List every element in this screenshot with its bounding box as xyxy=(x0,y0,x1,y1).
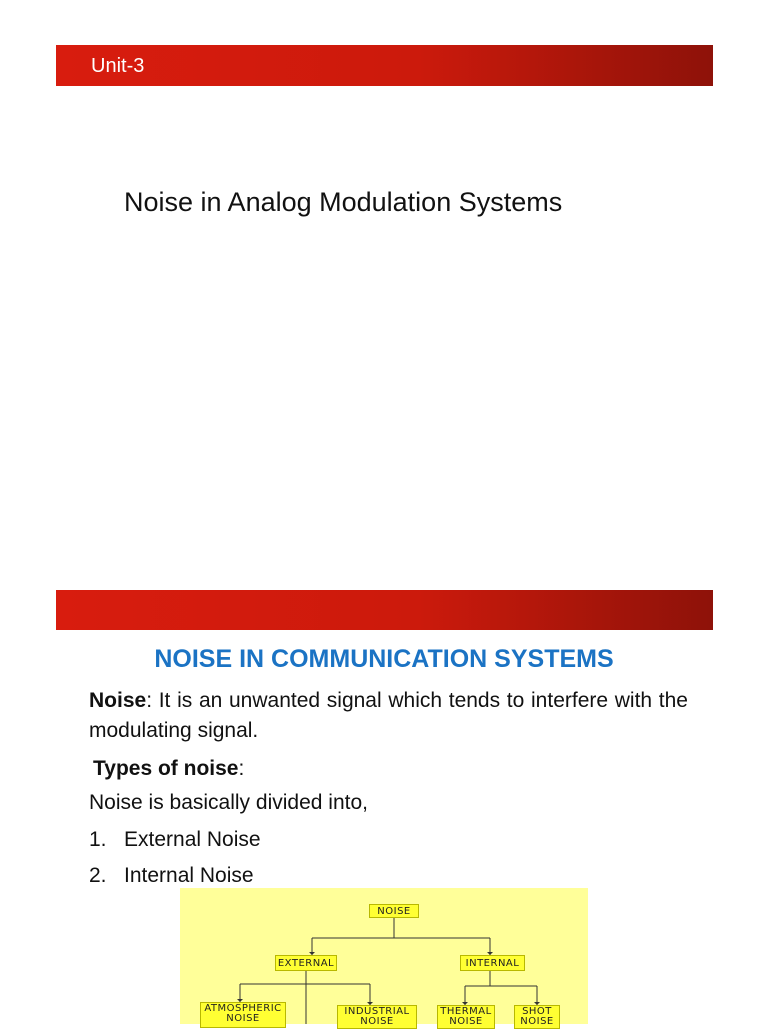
node-internal: INTERNAL xyxy=(460,955,525,971)
node-shot: SHOT NOISE xyxy=(514,1005,560,1029)
unit-label: Unit-3 xyxy=(91,55,145,77)
node-industrial: INDUSTRIAL NOISE xyxy=(337,1005,417,1029)
list-number: 1. xyxy=(89,828,107,851)
definition-text: : It is an unwanted signal which tends to interfere with the modulating signal. xyxy=(89,689,688,742)
list-text: External Noise xyxy=(124,828,261,851)
node-noise: NOISE xyxy=(369,904,419,918)
node-atmospheric: ATMOSPHERIC NOISE xyxy=(200,1002,286,1028)
slide-title: Noise in Analog Modulation Systems xyxy=(124,187,563,217)
list-text: Internal Noise xyxy=(124,864,254,887)
noise-classification-diagram xyxy=(180,888,588,1027)
header-banner xyxy=(56,45,713,86)
definition-term: Noise xyxy=(89,689,147,712)
types-of-noise-label xyxy=(93,754,244,784)
header-banner xyxy=(56,590,713,630)
node-thermal: THERMAL NOISE xyxy=(437,1005,495,1029)
list-item xyxy=(89,861,254,891)
intro-text: Noise is basically divided into, xyxy=(89,791,368,814)
section-heading: NOISE IN COMMUNICATION SYSTEMS xyxy=(154,645,614,673)
node-external: EXTERNAL xyxy=(275,955,337,971)
noise-definition xyxy=(89,686,688,746)
list-number: 2. xyxy=(89,864,107,887)
types-label: Types of noise xyxy=(93,757,239,780)
list-item xyxy=(89,825,261,855)
types-colon: : xyxy=(238,757,245,780)
slide-2 xyxy=(0,590,768,1027)
